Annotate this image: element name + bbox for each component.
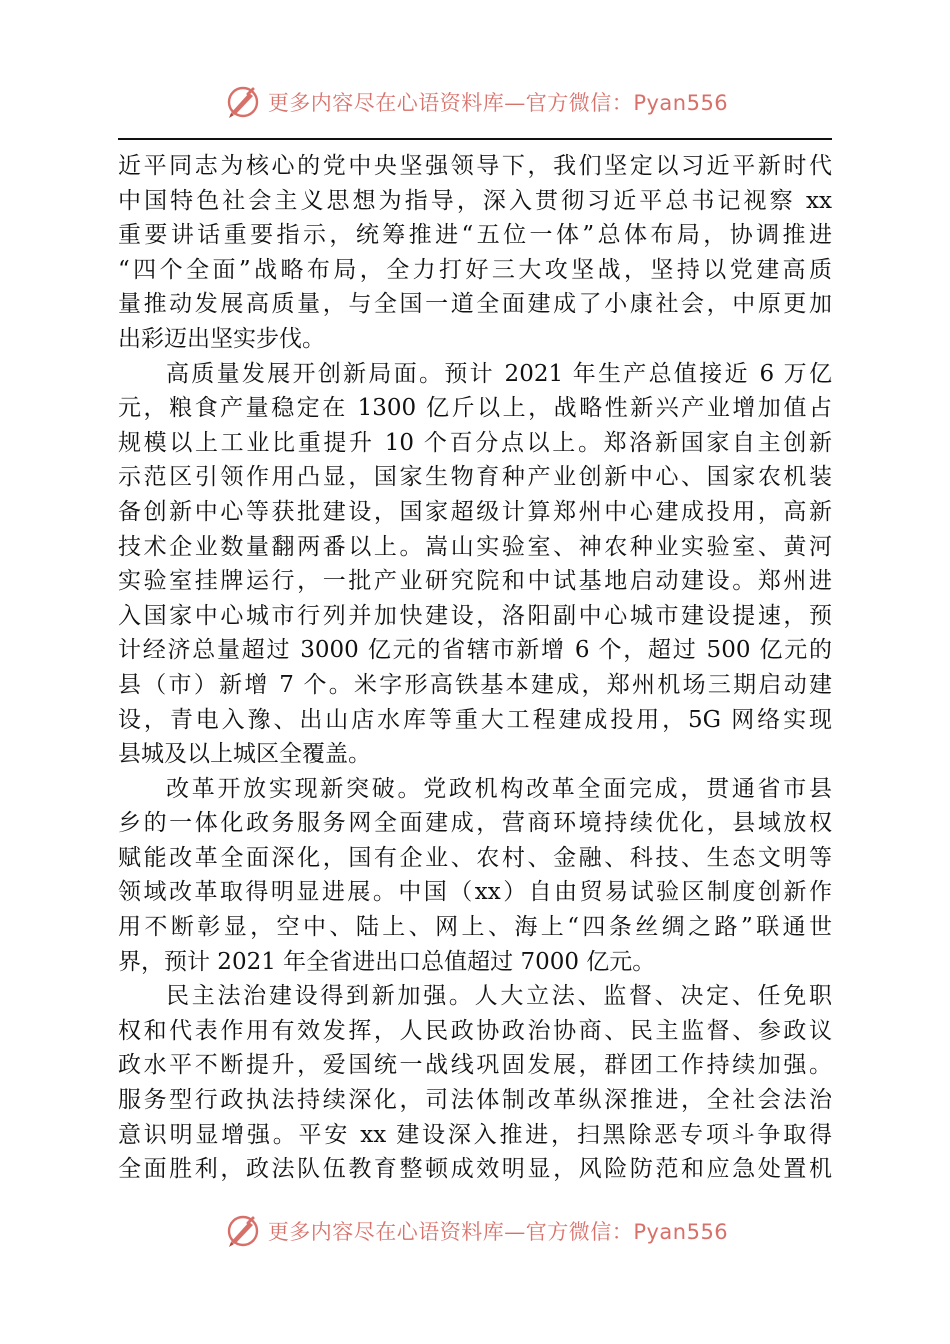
text-line: 计经济总量超过 3000 亿元的省辖市新增 6 个，超过 500 亿元的 (118, 637, 832, 664)
pen-logo-icon (222, 1211, 262, 1251)
text-line: 出彩迈出坚实步伐。 (118, 325, 325, 352)
watermark-text: 更多内容尽在心语资料库—官方微信：Pyan556 (267, 91, 729, 115)
text-line: 意识明显增强。平安 xx 建设深入推进，扫黑除恶专项斗争取得 (118, 1121, 832, 1148)
text-line: 权和代表作用有效发挥，人民政协政治协商、民主监督、参政议 (118, 1017, 832, 1044)
text-line: 政水平不断提升，爱国统一战线巩固发展，群团工作持续加强。 (118, 1052, 832, 1079)
text-line: 技术企业数量翻两番以上。嵩山实验室、神农种业实验室、黄河 (118, 533, 832, 560)
text-line: 用不断彰显，空中、陆上、网上、海上“四条丝绸之路”联通世 (118, 914, 832, 941)
text-line: 领域改革取得明显进展。中国（xx）自由贸易试验区制度创新作 (118, 879, 832, 906)
text-line: 县城及以上城区全覆盖。 (118, 741, 371, 768)
text-line: “四个全面”战略布局，全力打好三大攻坚战，坚持以党建高质 (118, 256, 832, 283)
header-divider (118, 138, 832, 140)
text-line: 重要讲话重要指示，统筹推进“五位一体”总体布局，协调推进 (118, 222, 832, 249)
text-line: 赋能改革全面深化，国有企业、农村、金融、科技、生态文明等 (118, 844, 832, 871)
text-line: 入国家中心城市行列并加快建设，洛阳副中心城市建设提速，预 (118, 602, 832, 629)
paragraph-heading-line: 高质量发展开创新局面。预计 2021 年生产总值接近 6 万亿 (166, 360, 832, 387)
text-line: 设，青电入豫、出山店水库等重大工程建成投用，5G 网络实现 (118, 706, 832, 733)
text-line: 乡的一体化政务服务网全面建成，营商环境持续优化，县域放权 (118, 810, 832, 837)
watermark-text: 更多内容尽在心语资料库—官方微信：Pyan556 (267, 1220, 729, 1244)
header-watermark-banner (0, 82, 950, 122)
paragraph-heading-line: 改革开放实现新突破。党政机构改革全面完成，贯通省市县 (166, 775, 832, 802)
text-line: 近平同志为核心的党中央坚强领导下，我们坚定以习近平新时代 (118, 153, 832, 179)
text-line: 规模以上工业比重提升 10 个百分点以上。郑洛新国家自主创新 (118, 429, 832, 456)
text-line: 备创新中心等获批建设，国家超级计算郑州中心建成投用，高新 (118, 498, 832, 525)
text-line: 服务型行政执法持续深化，司法体制改革纵深推进，全社会法治 (118, 1087, 832, 1114)
text-line: 全面胜利，政法队伍教育整顿成效明显，风险防范和应急处置机 (118, 1156, 832, 1183)
text-line: 界，预计 2021 年全省进出口总值超过 7000 亿元。 (118, 948, 656, 975)
text-line: 元，粮食产量稳定在 1300 亿斤以上，战略性新兴产业增加值占 (118, 395, 832, 422)
pen-logo-icon (222, 82, 262, 122)
paragraph-heading-line: 民主法治建设得到新加强。人大立法、监督、决定、任免职 (166, 983, 832, 1010)
text-line: 示范区引领作用凸显，国家生物育种产业创新中心、国家农机装 (118, 464, 832, 491)
document-body (118, 149, 832, 1187)
text-line: 实验室挂牌运行，一批产业研究院和中试基地启动建设。郑州进 (118, 568, 832, 595)
footer-watermark-banner (0, 1211, 950, 1251)
text-line: 县（市）新增 7 个。米字形高铁基本建成，郑州机场三期启动建 (118, 671, 832, 698)
text-line: 中国特色社会主义思想为指导，深入贯彻习近平总书记视察 xx (118, 187, 832, 214)
wechat-id: Pyan556 (633, 1220, 729, 1244)
wechat-id: Pyan556 (633, 91, 729, 115)
text-line: 量推动发展高质量，与全国一道全面建成了小康社会，中原更加 (118, 291, 832, 318)
